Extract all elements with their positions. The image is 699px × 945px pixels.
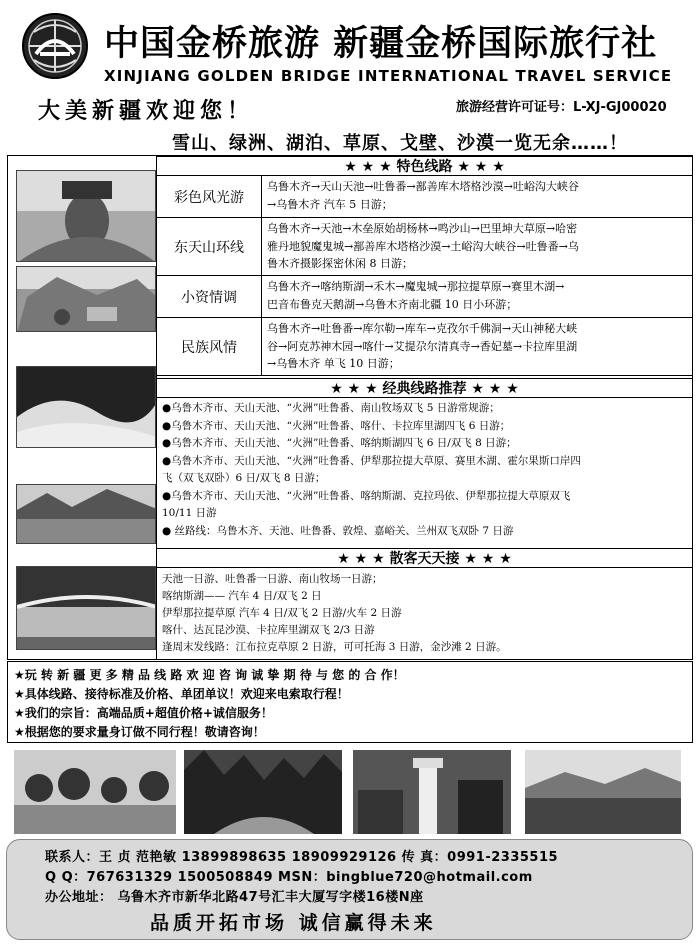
photo-lake-mountains	[16, 484, 156, 544]
classic-routes-heading: ★ ★ ★ 经典线路推荐 ★ ★ ★	[157, 378, 692, 398]
scenery-tagline: 雪山、绿洲、湖泊、草原、戈壁、沙漠一览无余……！	[172, 133, 628, 154]
office-address: 办公地址： 乌鲁木齐市新华北路47号汇丰大厦写字楼16楼N座	[45, 890, 424, 905]
list-item[interactable]: 飞（双飞双卧）6 日/双飞 8 日游；	[162, 472, 326, 484]
route-row[interactable]	[157, 276, 692, 318]
daily-tours-list	[162, 571, 690, 656]
photo-column	[8, 156, 157, 659]
list-item[interactable]: ●乌鲁木齐市、天山天池、“火洲”吐鲁番、南山牧场双飞 5 日游常规游；	[162, 402, 500, 414]
list-item[interactable]: ●乌鲁木齐市、天山天池、“火洲”吐鲁番、伊犁那拉提大草原、赛里木湖、霍尔果斯口岸四	[162, 454, 581, 467]
company-title: 中国金桥旅游 新疆金桥国际旅行社	[104, 24, 658, 64]
route-description: 乌鲁木齐→喀纳斯湖→禾木→魔鬼城→那拉提草原→赛里木湖→ 巴音布鲁克天鹅湖→乌鲁木齐南北疆 10 日小环游；	[267, 280, 565, 311]
classic-routes-list	[162, 400, 690, 540]
photo-grassland	[525, 750, 681, 834]
company-english-name: XINJIANG GOLDEN BRIDGE INTERNATIONAL TRAVEL SERVICE	[104, 67, 673, 85]
photo-city-tower	[353, 750, 511, 834]
note-line: ★具体线路、接待标准及价格、单团单议！欢迎来电索取行程！	[14, 687, 349, 701]
route-name: 彩色风光游	[157, 176, 262, 217]
route-row[interactable]	[157, 176, 692, 218]
list-item[interactable]: ●乌鲁木齐市、天山天池、“火洲”吐鲁番、喀纳斯湖、克拉玛依、伊犁那拉提大草原双飞	[162, 489, 571, 502]
featured-routes-heading: ★ ★ ★ 特色线路 ★ ★ ★	[157, 156, 692, 176]
note-line: ★我们的宗旨：高端品质+超值价格+诚信服务！	[14, 706, 273, 720]
list-item[interactable]: 逢周末发线路：江布拉克草原 2 日游，可可托海 3 日游，金沙滩 2 日游。	[162, 641, 507, 653]
list-item[interactable]: ● 丝路线：乌鲁木齐、天池、吐鲁番、敦煌、嘉峪关、兰州双飞双卧 7 日游	[162, 524, 514, 537]
photo-dancer	[16, 170, 156, 262]
welcome-slogan: 大美新疆欢迎您！	[38, 98, 255, 124]
note-line: ★根据您的要求量身订做不同行程！敬请咨询！	[14, 725, 265, 739]
list-item[interactable]: 喀纳斯湖—— 汽车 4 日/双飞 2 日	[162, 590, 322, 602]
route-row[interactable]	[157, 218, 692, 276]
contact-phone-row[interactable]: 联系人：王 贞 范艳敏 13899898635 18909929126 传 真：0991-2335515	[45, 850, 559, 865]
list-item[interactable]: ●乌鲁木齐市、天山天池、“火洲”吐鲁番、喀纳斯湖四飞 6 日/双飞 8 日游；	[162, 437, 517, 449]
list-item[interactable]: ●乌鲁木齐市、天山天池、“火洲”吐鲁番、喀什、卡拉库里湖四飞 6 日游；	[162, 419, 511, 432]
photo-rocks	[16, 266, 156, 332]
route-description: 乌鲁木齐→天池→木垒原始胡杨林→鸣沙山→巴里坤大草原→哈密 雅丹地貌魔鬼城→鄯善库木塔格沙漠→土峪沟大峡谷→吐鲁番→乌 鲁木齐摄影探密休闲 8 日游；	[267, 222, 579, 270]
note-line: ★玩 转 新 疆 更 多 精 品 线 路 欢 迎 咨 询 诚 挚 期 待 与 您 的 合 作！	[14, 668, 405, 682]
photo-forest-river	[184, 750, 342, 834]
route-name: 东天山环线	[157, 218, 262, 275]
service-notes	[7, 661, 693, 743]
photo-trees-lake	[14, 750, 176, 834]
list-item[interactable]: 10/11 日游	[162, 507, 217, 519]
list-item[interactable]: 喀什、达瓦昆沙漠、卡拉库里湖双飞 2/3 日游	[162, 624, 375, 636]
route-name: 小资情调	[157, 276, 262, 317]
route-description: 乌鲁木齐→吐鲁番→库尔勒→库车→克孜尔千佛洞→天山神秘大峡 谷→阿克苏神木园→喀什→艾提尕尔清真寺→香妃墓→卡拉库里湖 →乌鲁木齐 单飞 10 日游；	[267, 322, 578, 370]
list-item[interactable]: 天池一日游、吐鲁番一日游、南山牧场一日游；	[162, 573, 383, 585]
list-item[interactable]: 伊犁那拉提草原 汽车 4 日/双飞 2 日游/火车 2 日游	[162, 607, 402, 619]
route-row[interactable]	[157, 318, 692, 376]
daily-tours-heading: ★ ★ ★ 散客天天接 ★ ★ ★	[157, 548, 692, 568]
company-logo	[20, 10, 90, 82]
route-name: 民族风情	[157, 318, 262, 375]
license-number: 旅游经营许可证号：L-XJ-GJ00020	[456, 100, 667, 115]
photo-snow-landscape	[16, 566, 156, 650]
route-description: 乌鲁木齐→天山天池→吐鲁番→鄯善库木塔格沙漠→吐峪沟大峡谷 →乌鲁木齐 汽车 5 日游；	[267, 180, 579, 211]
contact-qq-msn-row[interactable]: Q Q：767631329 1500508849 MSN：bingblue720@hotmail.com	[45, 870, 533, 885]
photo-desert	[16, 366, 156, 448]
company-motto: 品质开拓市场 诚信赢得未来	[150, 912, 437, 934]
